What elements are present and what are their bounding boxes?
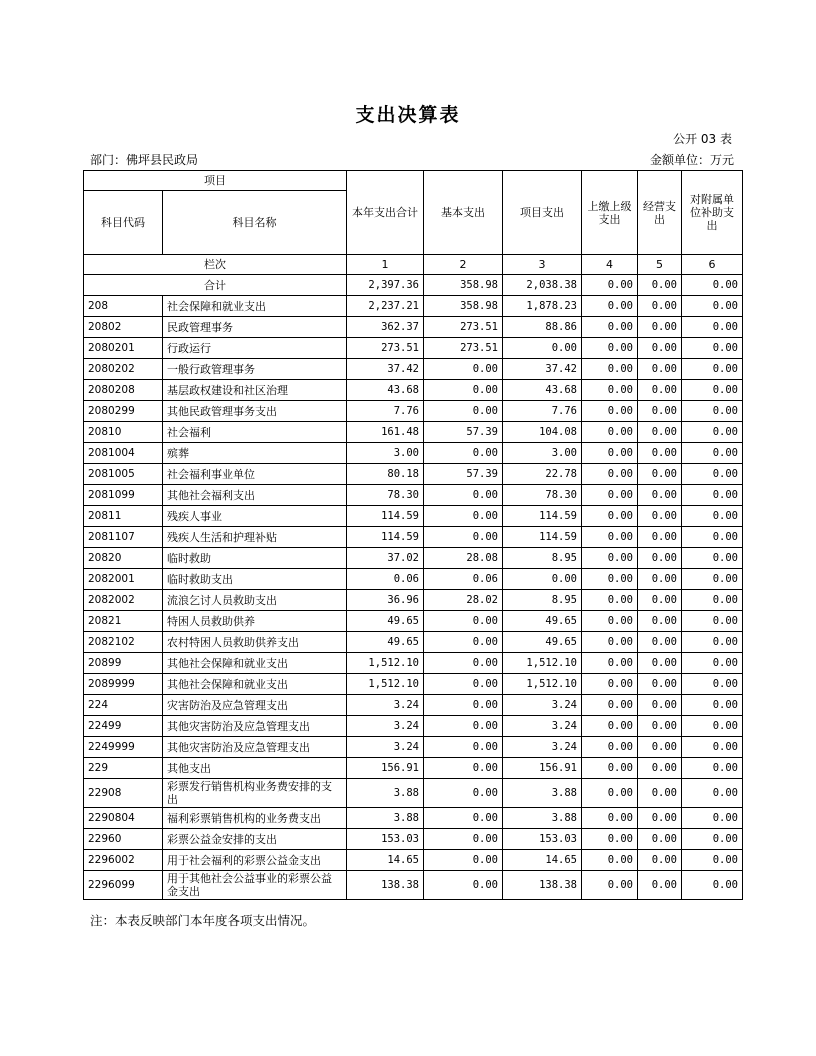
amount-cell: 0.00 bbox=[582, 871, 638, 900]
amount-cell: 0.00 bbox=[682, 569, 743, 590]
header-item: 项目 bbox=[84, 171, 347, 191]
amount-cell: 0.00 bbox=[682, 737, 743, 758]
amount-cell: 0.00 bbox=[582, 695, 638, 716]
amount-cell: 0.00 bbox=[582, 779, 638, 808]
amount-cell: 0.00 bbox=[424, 829, 503, 850]
subject-name: 基层政权建设和社区治理 bbox=[163, 380, 347, 401]
amount-cell: 0.00 bbox=[682, 779, 743, 808]
amount-cell: 273.51 bbox=[347, 338, 424, 359]
amount-cell: 3.24 bbox=[347, 695, 424, 716]
amount-cell: 0.00 bbox=[582, 380, 638, 401]
table-row bbox=[84, 829, 743, 850]
amount-cell: 156.91 bbox=[503, 758, 582, 779]
amount-cell: 49.65 bbox=[503, 632, 582, 653]
expenditure-table bbox=[83, 170, 743, 900]
amount-cell: 0.00 bbox=[582, 569, 638, 590]
amount-cell: 0.00 bbox=[582, 401, 638, 422]
amount-cell: 0.00 bbox=[638, 850, 682, 871]
amount-cell: 153.03 bbox=[347, 829, 424, 850]
amount-cell: 1,878.23 bbox=[503, 296, 582, 317]
amount-cell: 0.00 bbox=[682, 829, 743, 850]
amount-cell: 0.00 bbox=[682, 380, 743, 401]
subject-code: 20810 bbox=[84, 422, 163, 443]
subject-name: 其他灾害防治及应急管理支出 bbox=[163, 716, 347, 737]
subject-name: 彩票发行销售机构业务费安排的支出 bbox=[163, 779, 347, 808]
total-value: 0.00 bbox=[638, 275, 682, 296]
amount-cell: 0.00 bbox=[682, 611, 743, 632]
amount-cell: 1,512.10 bbox=[503, 674, 582, 695]
subject-code: 20820 bbox=[84, 548, 163, 569]
amount-cell: 0.00 bbox=[582, 527, 638, 548]
amount-cell: 358.98 bbox=[424, 296, 503, 317]
amount-cell: 22.78 bbox=[503, 464, 582, 485]
column-number: 5 bbox=[638, 255, 682, 275]
amount-cell: 0.00 bbox=[638, 527, 682, 548]
table-row bbox=[84, 716, 743, 737]
subject-code: 208 bbox=[84, 296, 163, 317]
amount-cell: 80.18 bbox=[347, 464, 424, 485]
amount-cell: 0.00 bbox=[582, 590, 638, 611]
table-row bbox=[84, 422, 743, 443]
column-number: 3 bbox=[503, 255, 582, 275]
table-row bbox=[84, 653, 743, 674]
header-subsidiary: 对附属单位补助支出 bbox=[682, 171, 743, 255]
amount-cell: 0.00 bbox=[638, 443, 682, 464]
amount-cell: 1,512.10 bbox=[347, 674, 424, 695]
amount-cell: 36.96 bbox=[347, 590, 424, 611]
subject-code: 224 bbox=[84, 695, 163, 716]
amount-cell: 0.00 bbox=[638, 380, 682, 401]
table-row bbox=[84, 871, 743, 900]
amount-cell: 0.00 bbox=[682, 443, 743, 464]
amount-cell: 0.00 bbox=[682, 653, 743, 674]
amount-cell: 3.00 bbox=[503, 443, 582, 464]
amount-cell: 0.00 bbox=[582, 506, 638, 527]
subject-code: 2081004 bbox=[84, 443, 163, 464]
amount-cell: 0.00 bbox=[682, 808, 743, 829]
amount-cell: 1,512.10 bbox=[347, 653, 424, 674]
table-row bbox=[84, 464, 743, 485]
subject-name: 社会福利事业单位 bbox=[163, 464, 347, 485]
amount-cell: 0.00 bbox=[582, 674, 638, 695]
subject-code: 22499 bbox=[84, 716, 163, 737]
total-value: 358.98 bbox=[424, 275, 503, 296]
header-business: 经营支出 bbox=[638, 171, 682, 255]
amount-cell: 138.38 bbox=[347, 871, 424, 900]
amount-cell: 0.00 bbox=[424, 485, 503, 506]
footnote: 注：本表反映部门本年度各项支出情况。 bbox=[90, 913, 316, 928]
amount-cell: 3.88 bbox=[347, 779, 424, 808]
amount-cell: 0.00 bbox=[682, 548, 743, 569]
amount-cell: 49.65 bbox=[503, 611, 582, 632]
subject-code: 20821 bbox=[84, 611, 163, 632]
subject-code: 2080299 bbox=[84, 401, 163, 422]
subject-code: 229 bbox=[84, 758, 163, 779]
amount-cell: 0.00 bbox=[638, 464, 682, 485]
amount-cell: 0.00 bbox=[424, 758, 503, 779]
amount-cell: 37.42 bbox=[347, 359, 424, 380]
amount-cell: 0.00 bbox=[582, 716, 638, 737]
amount-cell: 0.00 bbox=[503, 569, 582, 590]
amount-cell: 0.00 bbox=[582, 359, 638, 380]
subject-name: 彩票公益金安排的支出 bbox=[163, 829, 347, 850]
amount-cell: 0.00 bbox=[424, 359, 503, 380]
amount-cell: 1,512.10 bbox=[503, 653, 582, 674]
amount-cell: 0.00 bbox=[424, 695, 503, 716]
subject-name: 一般行政管理事务 bbox=[163, 359, 347, 380]
form-number: 公开 03 表 bbox=[673, 132, 732, 146]
subject-code: 2080202 bbox=[84, 359, 163, 380]
column-number: 2 bbox=[424, 255, 503, 275]
amount-cell: 0.00 bbox=[424, 653, 503, 674]
table-row bbox=[84, 590, 743, 611]
amount-cell: 362.37 bbox=[347, 317, 424, 338]
amount-cell: 0.00 bbox=[638, 422, 682, 443]
amount-cell: 0.00 bbox=[582, 737, 638, 758]
page-title: 支出决算表 bbox=[355, 104, 461, 126]
amount-cell: 0.00 bbox=[638, 632, 682, 653]
amount-cell: 0.00 bbox=[424, 443, 503, 464]
amount-cell: 0.00 bbox=[424, 380, 503, 401]
amount-cell: 0.00 bbox=[582, 422, 638, 443]
amount-cell: 57.39 bbox=[424, 422, 503, 443]
amount-cell: 88.86 bbox=[503, 317, 582, 338]
table-row bbox=[84, 758, 743, 779]
amount-cell: 114.59 bbox=[347, 506, 424, 527]
subject-name: 其他社会保障和就业支出 bbox=[163, 674, 347, 695]
amount-cell: 0.00 bbox=[682, 695, 743, 716]
subject-code: 2290804 bbox=[84, 808, 163, 829]
subject-code: 2082002 bbox=[84, 590, 163, 611]
amount-cell: 0.00 bbox=[682, 758, 743, 779]
amount-cell: 7.76 bbox=[503, 401, 582, 422]
amount-cell: 0.00 bbox=[638, 401, 682, 422]
amount-cell: 0.00 bbox=[682, 632, 743, 653]
table-row bbox=[84, 632, 743, 653]
amount-cell: 114.59 bbox=[503, 527, 582, 548]
table-row bbox=[84, 296, 743, 317]
subject-name: 殡葬 bbox=[163, 443, 347, 464]
amount-cell: 0.00 bbox=[582, 464, 638, 485]
department-label: 部门：佛坪县民政局 bbox=[90, 153, 199, 167]
amount-cell: 0.00 bbox=[682, 716, 743, 737]
amount-cell: 0.00 bbox=[682, 527, 743, 548]
amount-cell: 0.00 bbox=[682, 506, 743, 527]
amount-cell: 0.00 bbox=[424, 850, 503, 871]
subject-name: 流浪乞讨人员救助支出 bbox=[163, 590, 347, 611]
subject-name: 临时救助支出 bbox=[163, 569, 347, 590]
amount-cell: 57.39 bbox=[424, 464, 503, 485]
amount-cell: 0.00 bbox=[682, 485, 743, 506]
subject-code: 20811 bbox=[84, 506, 163, 527]
amount-cell: 0.00 bbox=[638, 829, 682, 850]
subject-code: 2082001 bbox=[84, 569, 163, 590]
table-row bbox=[84, 443, 743, 464]
subject-name: 灾害防治及应急管理支出 bbox=[163, 695, 347, 716]
column-number: 1 bbox=[347, 255, 424, 275]
subject-code: 20802 bbox=[84, 317, 163, 338]
amount-cell: 0.00 bbox=[638, 506, 682, 527]
amount-cell: 37.42 bbox=[503, 359, 582, 380]
amount-cell: 0.00 bbox=[582, 829, 638, 850]
amount-cell: 0.00 bbox=[638, 296, 682, 317]
amount-cell: 0.00 bbox=[424, 737, 503, 758]
subject-name: 其他社会福利支出 bbox=[163, 485, 347, 506]
subject-code: 2249999 bbox=[84, 737, 163, 758]
amount-cell: 3.24 bbox=[503, 695, 582, 716]
amount-cell: 3.24 bbox=[347, 737, 424, 758]
amount-cell: 3.88 bbox=[503, 779, 582, 808]
amount-cell: 0.00 bbox=[638, 590, 682, 611]
amount-cell: 3.24 bbox=[503, 716, 582, 737]
amount-cell: 2,237.21 bbox=[347, 296, 424, 317]
amount-cell: 114.59 bbox=[347, 527, 424, 548]
column-number-row bbox=[84, 255, 743, 275]
amount-cell: 0.00 bbox=[638, 317, 682, 338]
amount-cell: 0.00 bbox=[424, 506, 503, 527]
table-row bbox=[84, 401, 743, 422]
subject-code: 2089999 bbox=[84, 674, 163, 695]
subject-name: 残疾人生活和护理补贴 bbox=[163, 527, 347, 548]
subject-code: 2081005 bbox=[84, 464, 163, 485]
subject-name: 农村特困人员救助供养支出 bbox=[163, 632, 347, 653]
table-row bbox=[84, 527, 743, 548]
subject-code: 2081107 bbox=[84, 527, 163, 548]
amount-cell: 49.65 bbox=[347, 632, 424, 653]
subject-name: 残疾人事业 bbox=[163, 506, 347, 527]
amount-cell: 0.00 bbox=[682, 464, 743, 485]
amount-cell: 7.76 bbox=[347, 401, 424, 422]
amount-cell: 49.65 bbox=[347, 611, 424, 632]
header-total: 本年支出合计 bbox=[347, 171, 424, 255]
amount-cell: 0.00 bbox=[582, 808, 638, 829]
subject-code: 2296002 bbox=[84, 850, 163, 871]
subject-code: 22960 bbox=[84, 829, 163, 850]
subject-code: 2082102 bbox=[84, 632, 163, 653]
amount-cell: 0.00 bbox=[503, 338, 582, 359]
subject-name: 其他灾害防治及应急管理支出 bbox=[163, 737, 347, 758]
header-basic: 基本支出 bbox=[424, 171, 503, 255]
amount-cell: 0.00 bbox=[638, 779, 682, 808]
subject-name: 其他民政管理事务支出 bbox=[163, 401, 347, 422]
table-row bbox=[84, 850, 743, 871]
total-value: 2,038.38 bbox=[503, 275, 582, 296]
amount-cell: 0.00 bbox=[638, 611, 682, 632]
amount-cell: 3.88 bbox=[347, 808, 424, 829]
amount-cell: 14.65 bbox=[347, 850, 424, 871]
table-row bbox=[84, 380, 743, 401]
amount-cell: 0.00 bbox=[682, 359, 743, 380]
amount-cell: 8.95 bbox=[503, 548, 582, 569]
amount-cell: 273.51 bbox=[424, 338, 503, 359]
amount-cell: 28.08 bbox=[424, 548, 503, 569]
amount-cell: 0.00 bbox=[638, 338, 682, 359]
amount-cell: 0.00 bbox=[638, 548, 682, 569]
amount-cell: 0.00 bbox=[638, 674, 682, 695]
amount-cell: 0.00 bbox=[424, 401, 503, 422]
header-project: 项目支出 bbox=[503, 171, 582, 255]
amount-cell: 153.03 bbox=[503, 829, 582, 850]
table-row bbox=[84, 506, 743, 527]
amount-cell: 0.00 bbox=[638, 695, 682, 716]
amount-cell: 0.00 bbox=[682, 422, 743, 443]
subject-name: 民政管理事务 bbox=[163, 317, 347, 338]
amount-cell: 0.00 bbox=[638, 716, 682, 737]
amount-cell: 0.00 bbox=[582, 338, 638, 359]
subject-code: 20899 bbox=[84, 653, 163, 674]
amount-cell: 0.00 bbox=[638, 485, 682, 506]
amount-cell: 0.00 bbox=[424, 632, 503, 653]
amount-cell: 0.00 bbox=[682, 674, 743, 695]
table-row bbox=[84, 695, 743, 716]
table-row bbox=[84, 317, 743, 338]
subject-name: 行政运行 bbox=[163, 338, 347, 359]
amount-cell: 0.00 bbox=[638, 359, 682, 380]
amount-cell: 0.06 bbox=[424, 569, 503, 590]
amount-cell: 0.06 bbox=[347, 569, 424, 590]
amount-cell: 156.91 bbox=[347, 758, 424, 779]
table-row bbox=[84, 338, 743, 359]
amount-cell: 0.00 bbox=[682, 871, 743, 900]
column-number: 6 bbox=[682, 255, 743, 275]
table-row bbox=[84, 485, 743, 506]
subject-code: 2080208 bbox=[84, 380, 163, 401]
subject-name: 社会福利 bbox=[163, 422, 347, 443]
amount-cell: 0.00 bbox=[582, 653, 638, 674]
subject-name: 特困人员救助供养 bbox=[163, 611, 347, 632]
amount-cell: 0.00 bbox=[582, 758, 638, 779]
total-label: 合计 bbox=[84, 275, 347, 296]
table-row bbox=[84, 737, 743, 758]
amount-cell: 0.00 bbox=[582, 632, 638, 653]
subject-code: 2080201 bbox=[84, 338, 163, 359]
subject-code: 2081099 bbox=[84, 485, 163, 506]
table-row bbox=[84, 569, 743, 590]
amount-cell: 0.00 bbox=[582, 443, 638, 464]
table-row bbox=[84, 779, 743, 808]
amount-cell: 0.00 bbox=[424, 611, 503, 632]
table-row bbox=[84, 808, 743, 829]
amount-cell: 0.00 bbox=[638, 737, 682, 758]
amount-cell: 0.00 bbox=[682, 338, 743, 359]
amount-cell: 3.24 bbox=[503, 737, 582, 758]
table-row bbox=[84, 359, 743, 380]
header-upper: 上缴上级支出 bbox=[582, 171, 638, 255]
subject-name: 福利彩票销售机构的业务费支出 bbox=[163, 808, 347, 829]
total-row bbox=[84, 275, 743, 296]
amount-cell: 0.00 bbox=[424, 674, 503, 695]
amount-cell: 0.00 bbox=[582, 850, 638, 871]
subject-name: 其他支出 bbox=[163, 758, 347, 779]
amount-cell: 104.08 bbox=[503, 422, 582, 443]
amount-cell: 8.95 bbox=[503, 590, 582, 611]
amount-cell: 0.00 bbox=[682, 401, 743, 422]
amount-cell: 0.00 bbox=[582, 485, 638, 506]
table-row bbox=[84, 611, 743, 632]
amount-cell: 138.38 bbox=[503, 871, 582, 900]
amount-cell: 0.00 bbox=[638, 569, 682, 590]
amount-cell: 0.00 bbox=[424, 527, 503, 548]
amount-cell: 78.30 bbox=[503, 485, 582, 506]
total-value: 0.00 bbox=[582, 275, 638, 296]
column-number: 4 bbox=[582, 255, 638, 275]
total-value: 2,397.36 bbox=[347, 275, 424, 296]
total-value: 0.00 bbox=[682, 275, 743, 296]
subject-name: 用于其他社会公益事业的彩票公益金支出 bbox=[163, 871, 347, 900]
unit-label: 金额单位：万元 bbox=[649, 153, 734, 167]
amount-cell: 78.30 bbox=[347, 485, 424, 506]
amount-cell: 37.02 bbox=[347, 548, 424, 569]
subject-code: 2296099 bbox=[84, 871, 163, 900]
amount-cell: 0.00 bbox=[682, 296, 743, 317]
amount-cell: 28.02 bbox=[424, 590, 503, 611]
amount-cell: 0.00 bbox=[682, 317, 743, 338]
amount-cell: 0.00 bbox=[638, 808, 682, 829]
subject-code: 22908 bbox=[84, 779, 163, 808]
subject-name: 社会保障和就业支出 bbox=[163, 296, 347, 317]
amount-cell: 114.59 bbox=[503, 506, 582, 527]
amount-cell: 0.00 bbox=[424, 871, 503, 900]
amount-cell: 0.00 bbox=[424, 808, 503, 829]
amount-cell: 0.00 bbox=[682, 850, 743, 871]
subject-name: 用于社会福利的彩票公益金支出 bbox=[163, 850, 347, 871]
amount-cell: 0.00 bbox=[638, 653, 682, 674]
amount-cell: 0.00 bbox=[682, 590, 743, 611]
amount-cell: 0.00 bbox=[638, 871, 682, 900]
table-row bbox=[84, 548, 743, 569]
amount-cell: 3.24 bbox=[347, 716, 424, 737]
amount-cell: 0.00 bbox=[424, 779, 503, 808]
amount-cell: 0.00 bbox=[582, 317, 638, 338]
header-row-item bbox=[84, 171, 743, 191]
amount-cell: 0.00 bbox=[582, 296, 638, 317]
header-name: 科目名称 bbox=[163, 191, 347, 255]
amount-cell: 0.00 bbox=[582, 548, 638, 569]
amount-cell: 0.00 bbox=[582, 611, 638, 632]
amount-cell: 161.48 bbox=[347, 422, 424, 443]
table-row bbox=[84, 674, 743, 695]
subject-name: 临时救助 bbox=[163, 548, 347, 569]
amount-cell: 43.68 bbox=[503, 380, 582, 401]
amount-cell: 14.65 bbox=[503, 850, 582, 871]
amount-cell: 3.00 bbox=[347, 443, 424, 464]
amount-cell: 273.51 bbox=[424, 317, 503, 338]
amount-cell: 43.68 bbox=[347, 380, 424, 401]
subject-name: 其他社会保障和就业支出 bbox=[163, 653, 347, 674]
amount-cell: 0.00 bbox=[424, 716, 503, 737]
column-number-label: 栏次 bbox=[84, 255, 347, 275]
amount-cell: 3.88 bbox=[503, 808, 582, 829]
amount-cell: 0.00 bbox=[638, 758, 682, 779]
header-code: 科目代码 bbox=[84, 191, 163, 255]
